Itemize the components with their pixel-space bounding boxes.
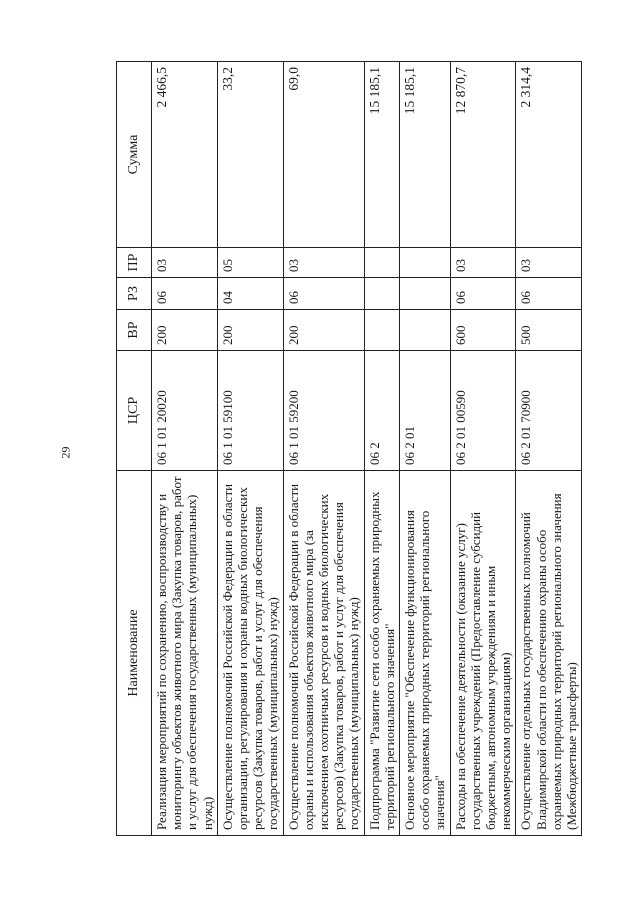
table-row	[152, 62, 218, 836]
row-csr: 06 2 01 00590	[450, 351, 516, 471]
row-name: Реализация мероприятий по сохранению, воспроизводству и мониторингу объектов животного мира (Закупка товаров, работ и услуг для обеспечения государственных (муниципальных) нужд)	[152, 471, 218, 836]
table-row	[450, 62, 516, 836]
row-vr: 600	[450, 310, 516, 351]
row-pr: 03	[516, 248, 582, 278]
row-sum: 2 314,4	[516, 62, 582, 248]
row-sum: 15 185,1	[400, 62, 451, 248]
rotated-table-container	[116, 62, 580, 836]
row-name: Основное мероприятие "Обеспечение функционирования особо охраняемых природных территорий регионального значения"	[400, 471, 451, 836]
row-rz: 04	[217, 278, 283, 310]
row-pr: 03	[283, 248, 364, 278]
row-sum: 2 466,5	[152, 62, 218, 248]
table-row	[364, 62, 399, 836]
budget-table	[116, 61, 582, 836]
row-vr	[400, 310, 451, 351]
row-name: Осуществление полномочий Российской Федерации в области охраны и использования объектов животного мира (за исключением охотничьих ресурсов и водных биологических ресурсов) (Закупка товаров, работ и услуг для обеспечения государственных (муниципальных) нужд)	[283, 471, 364, 836]
row-vr: 200	[152, 310, 218, 351]
row-rz	[364, 278, 399, 310]
row-rz: 06	[516, 278, 582, 310]
row-csr: 06 1 01 20020	[152, 351, 218, 471]
row-vr: 500	[516, 310, 582, 351]
header-pr: ПР	[117, 248, 152, 278]
row-csr: 06 1 01 59100	[217, 351, 283, 471]
row-name: Осуществление полномочий Российской Федерации в области организации, регулирования и охраны водных биологических ресурсов (Закупка товаров, работ и услуг для обеспечения государственных (муниципальных) нужд)	[217, 471, 283, 836]
row-name: Осуществление отдельных государственных полномочий Владимирской области по обеспечению охраны особо охраняемых природных территорий регионального значения (Межбюджетные трансферты)	[516, 471, 582, 836]
header-vr: ВР	[117, 310, 152, 351]
row-sum: 33,2	[217, 62, 283, 248]
table-row	[283, 62, 364, 836]
table-row	[400, 62, 451, 836]
row-sum: 12 870,7	[450, 62, 516, 248]
row-pr	[400, 248, 451, 278]
row-pr: 03	[152, 248, 218, 278]
row-rz: 06	[283, 278, 364, 310]
row-pr: 03	[450, 248, 516, 278]
header-rz: РЗ	[117, 278, 152, 310]
page-number: 29	[58, 446, 73, 459]
row-csr: 06 2 01	[400, 351, 451, 471]
row-vr	[364, 310, 399, 351]
row-rz	[400, 278, 451, 310]
header-sum: Сумма	[117, 62, 152, 248]
row-csr: 06 1 01 59200	[283, 351, 364, 471]
row-rz: 06	[450, 278, 516, 310]
row-sum: 69,0	[283, 62, 364, 248]
table-row	[217, 62, 283, 836]
row-name: Подпрограмма "Развитие сети особо охраняемых природных территорий регионального значения"	[364, 471, 399, 836]
row-csr: 06 2 01 70900	[516, 351, 582, 471]
row-sum: 15 185,1	[364, 62, 399, 248]
row-vr: 200	[283, 310, 364, 351]
row-csr: 06 2	[364, 351, 399, 471]
header-name: Наименование	[117, 471, 152, 836]
row-pr	[364, 248, 399, 278]
row-name: Расходы на обеспечение деятельности (оказание услуг) государственных учреждений (Предоставление субсидий бюджетным, автономным учреждениям и иным некоммерческим организациям)	[450, 471, 516, 836]
table-row	[516, 62, 582, 836]
row-pr: 05	[217, 248, 283, 278]
row-vr: 200	[217, 310, 283, 351]
table-header-row	[117, 62, 152, 836]
header-csr: ЦСР	[117, 351, 152, 471]
row-rz: 06	[152, 278, 218, 310]
